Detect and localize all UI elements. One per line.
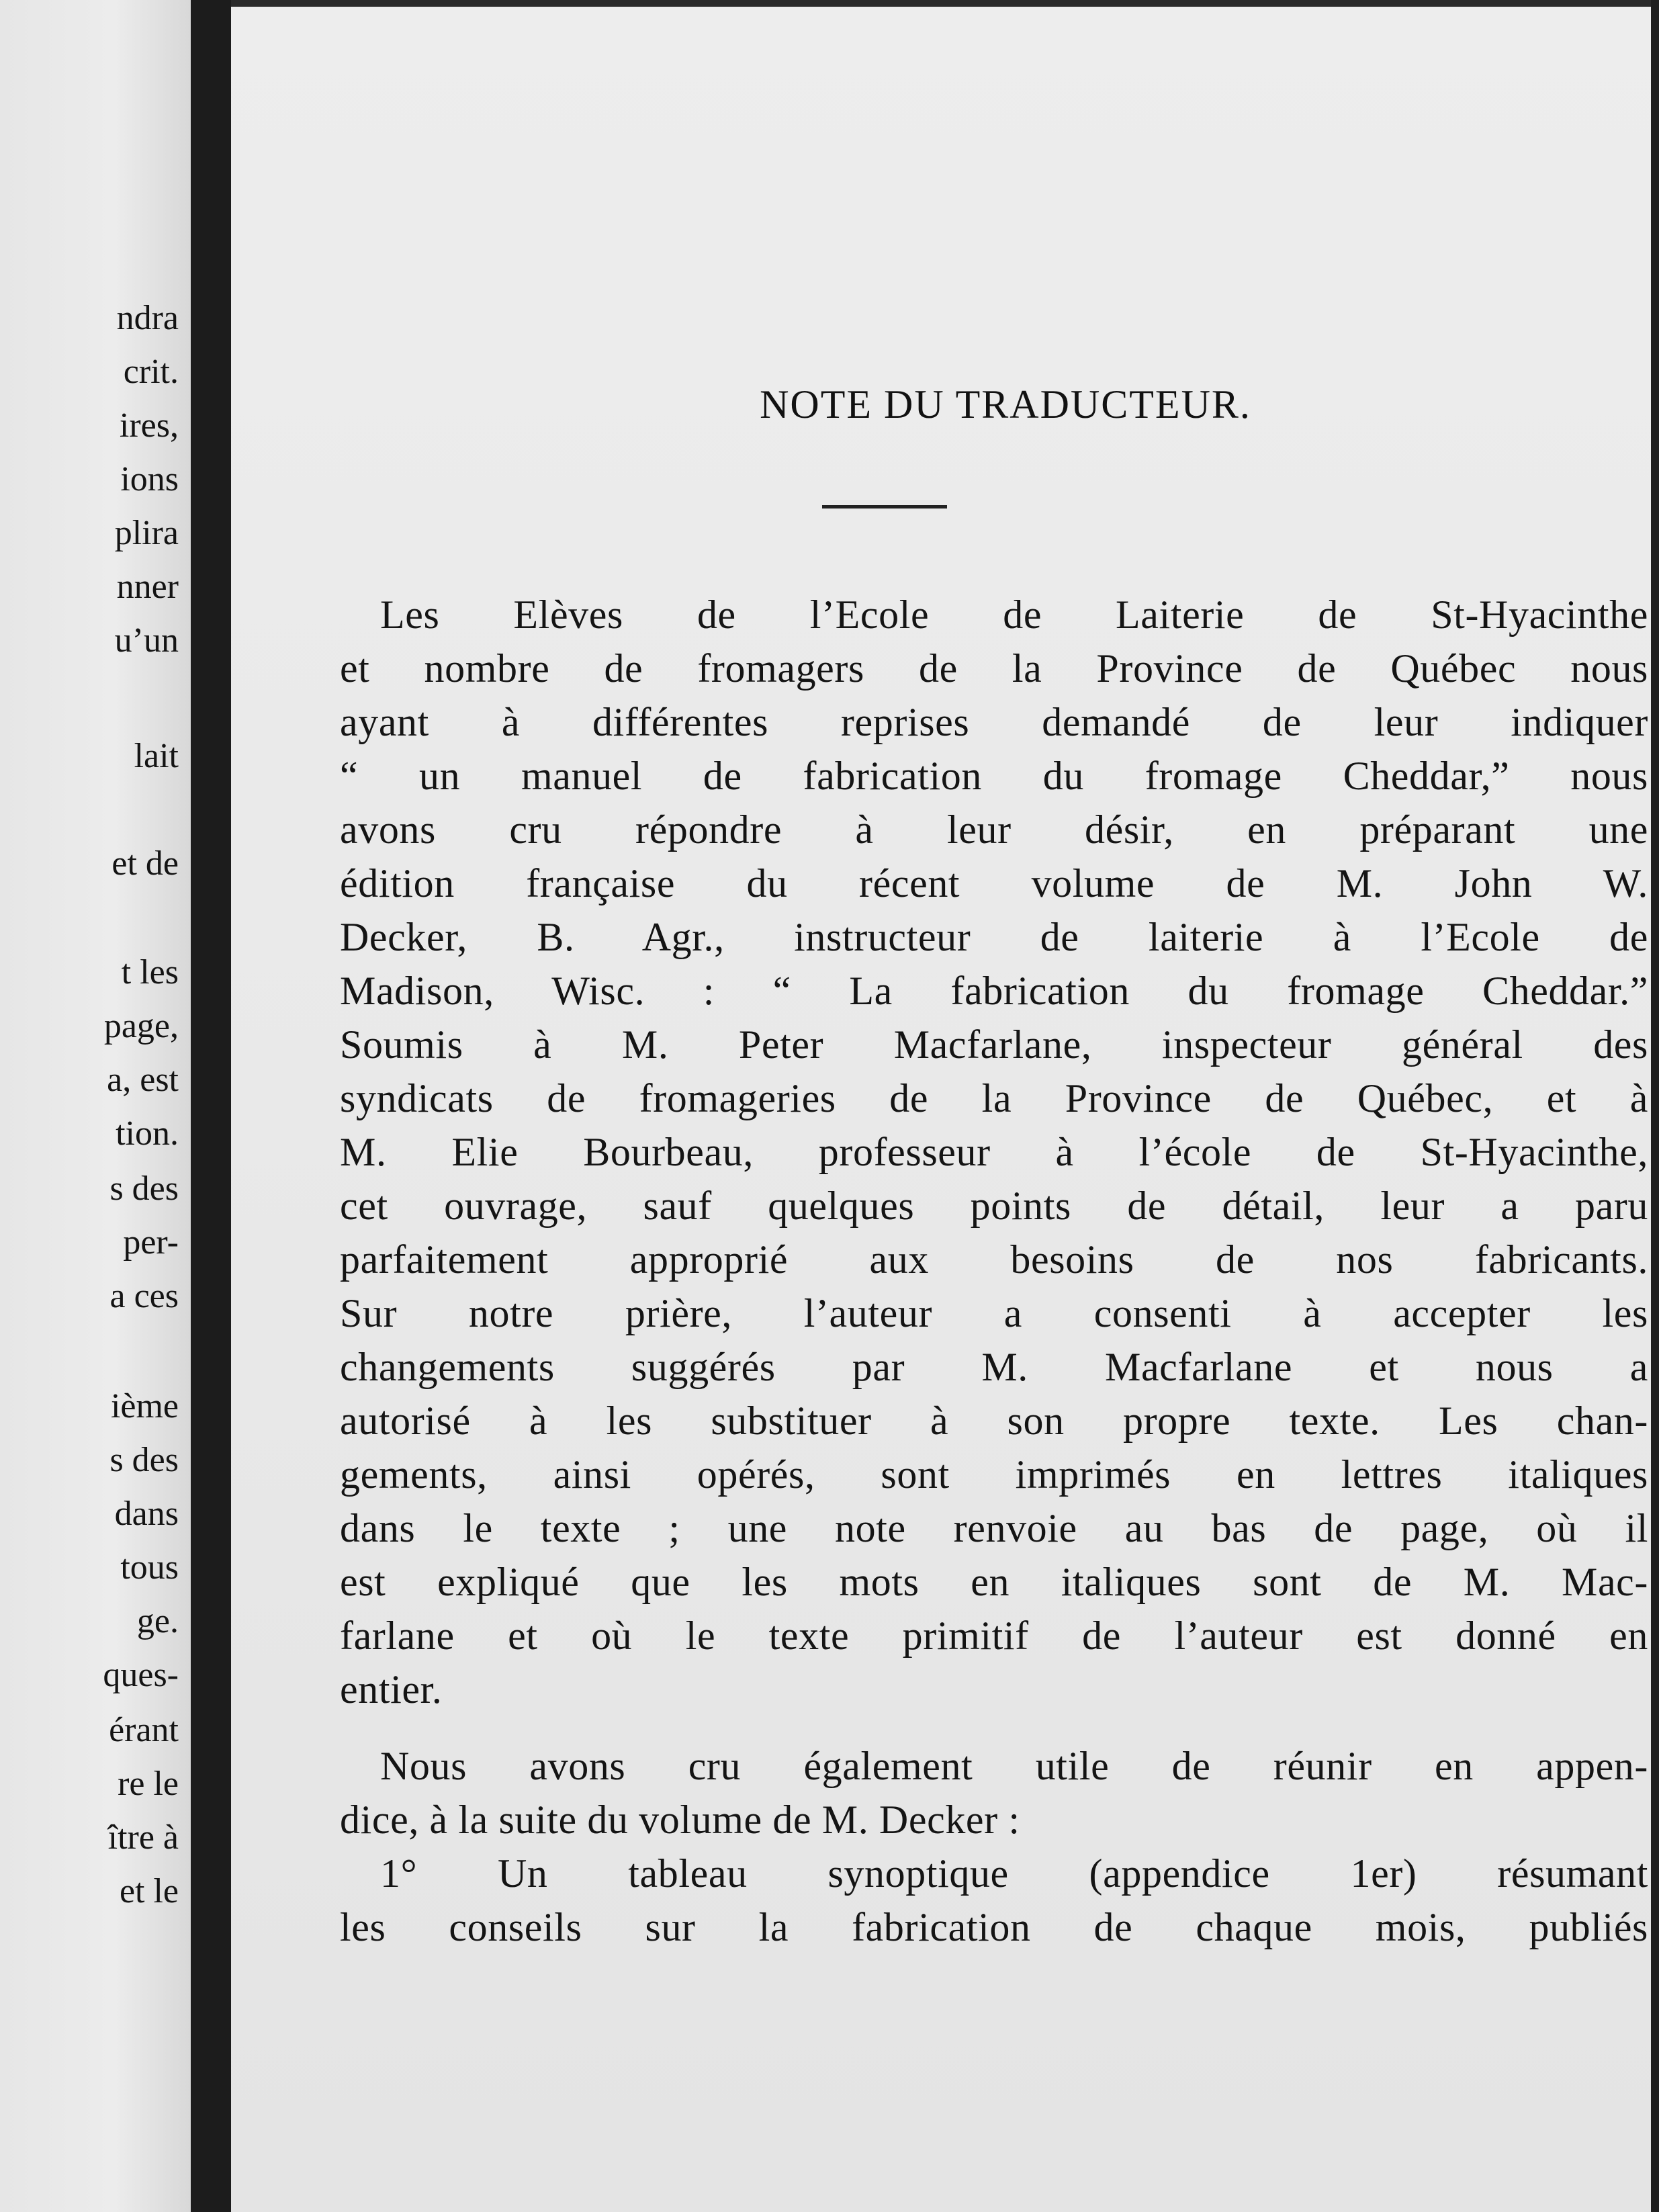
paragraph-line: M. Elie Bourbeau, professeur à l’école de St-Hyacinthe, <box>340 1130 1648 1174</box>
left-page-line: a ces <box>109 1277 179 1315</box>
left-page-line: et de <box>111 844 179 883</box>
left-page-line: per- <box>123 1223 179 1262</box>
left-page-line: s des <box>109 1169 179 1208</box>
book-gutter <box>191 0 231 2212</box>
left-page-line: ires, <box>119 406 179 445</box>
paragraph-line: Decker, B. Agr., instructeur de laiterie à l’Ecole de <box>340 915 1648 959</box>
paragraph-line: les conseils sur la fabrication de chaque mois, publiés <box>340 1905 1648 1949</box>
paragraph-line: 1° Un tableau synoptique (appendice 1er) résumant <box>380 1851 1648 1896</box>
left-page-line: u’un <box>114 621 179 660</box>
paragraph-line: dice, à la suite du volume de M. Decker : <box>340 1798 1020 1842</box>
paragraph-line: édition française du récent volume de M. John W. <box>340 861 1648 905</box>
page-title: NOTE DU TRADUCTEUR. <box>760 382 1251 427</box>
left-page-line: ions <box>120 460 179 498</box>
left-page-line: lait <box>134 737 179 775</box>
paragraph-line: est expliqué que les mots en italiques sont de M. Mac- <box>340 1560 1648 1604</box>
left-page-line: ître à <box>107 1818 179 1857</box>
left-page-edge <box>0 0 191 2212</box>
left-page-line: et le <box>119 1872 179 1910</box>
left-page-line: ième <box>110 1387 179 1425</box>
scan-right-edge <box>1651 0 1659 2212</box>
left-page-line: re le <box>118 1765 179 1803</box>
left-page-line: tion. <box>116 1114 179 1153</box>
paragraph-line: entier. <box>340 1667 443 1712</box>
paragraph-line: autorisé à les substituer à son propre texte. Les chan- <box>340 1399 1648 1443</box>
left-page-line: ndra <box>116 299 179 337</box>
left-page-line: t les <box>121 953 179 991</box>
left-page-line: dans <box>114 1495 179 1533</box>
paragraph-line: gements, ainsi opérés, sont imprimés en lettres italiques <box>340 1452 1648 1497</box>
paragraph-line: dans le texte ; une note renvoie au bas de page, où il <box>340 1506 1648 1550</box>
paragraph-line: et nombre de fromagers de la Province de Québec nous <box>340 646 1648 691</box>
title-rule <box>822 505 947 508</box>
paragraph-line: syndicats de fromageries de la Province de Québec, et à <box>340 1076 1648 1120</box>
paragraph-line: changements suggérés par M. Macfarlane et nous a <box>340 1345 1648 1389</box>
left-page-line: ques- <box>103 1656 179 1694</box>
paragraph-line: ayant à différentes reprises demandé de leur indiquer <box>340 700 1648 744</box>
left-page-line: page, <box>103 1007 179 1045</box>
paragraph-line: parfaitement approprié aux besoins de nos fabricants. <box>340 1237 1648 1282</box>
paragraph-line: cet ouvrage, sauf quelques points de détail, leur a paru <box>340 1184 1648 1228</box>
paragraph-line: Madison, Wisc. : “ La fabrication du fromage Cheddar.” <box>340 969 1648 1013</box>
paragraph-line: Les Elèves de l’Ecole de Laiterie de St-Hyacinthe <box>380 592 1648 637</box>
left-page-line: crit. <box>123 353 179 391</box>
paragraph-line: Nous avons cru également utile de réunir en appen- <box>380 1744 1648 1788</box>
right-page <box>231 0 1659 2212</box>
left-page-line: ge. <box>136 1602 179 1640</box>
left-page-line: érant <box>109 1711 179 1749</box>
paragraph-line: “ un manuel de fabrication du fromage Cheddar,” nous <box>340 754 1648 798</box>
left-page-line: s des <box>109 1441 179 1479</box>
scan-top-edge <box>231 0 1659 7</box>
left-page-line: tous <box>120 1548 179 1587</box>
paragraph-line: farlane et où le texte primitif de l’auteur est donné en <box>340 1613 1648 1658</box>
left-page-line: plira <box>114 514 179 552</box>
paragraph-line: avons cru répondre à leur désir, en préparant une <box>340 807 1648 852</box>
paragraph-line: Sur notre prière, l’auteur a consenti à accepter les <box>340 1291 1648 1335</box>
left-page-line: nner <box>116 568 179 606</box>
paragraph-line: Soumis à M. Peter Macfarlane, inspecteur général des <box>340 1022 1648 1067</box>
left-page-line: a, est <box>107 1061 179 1099</box>
